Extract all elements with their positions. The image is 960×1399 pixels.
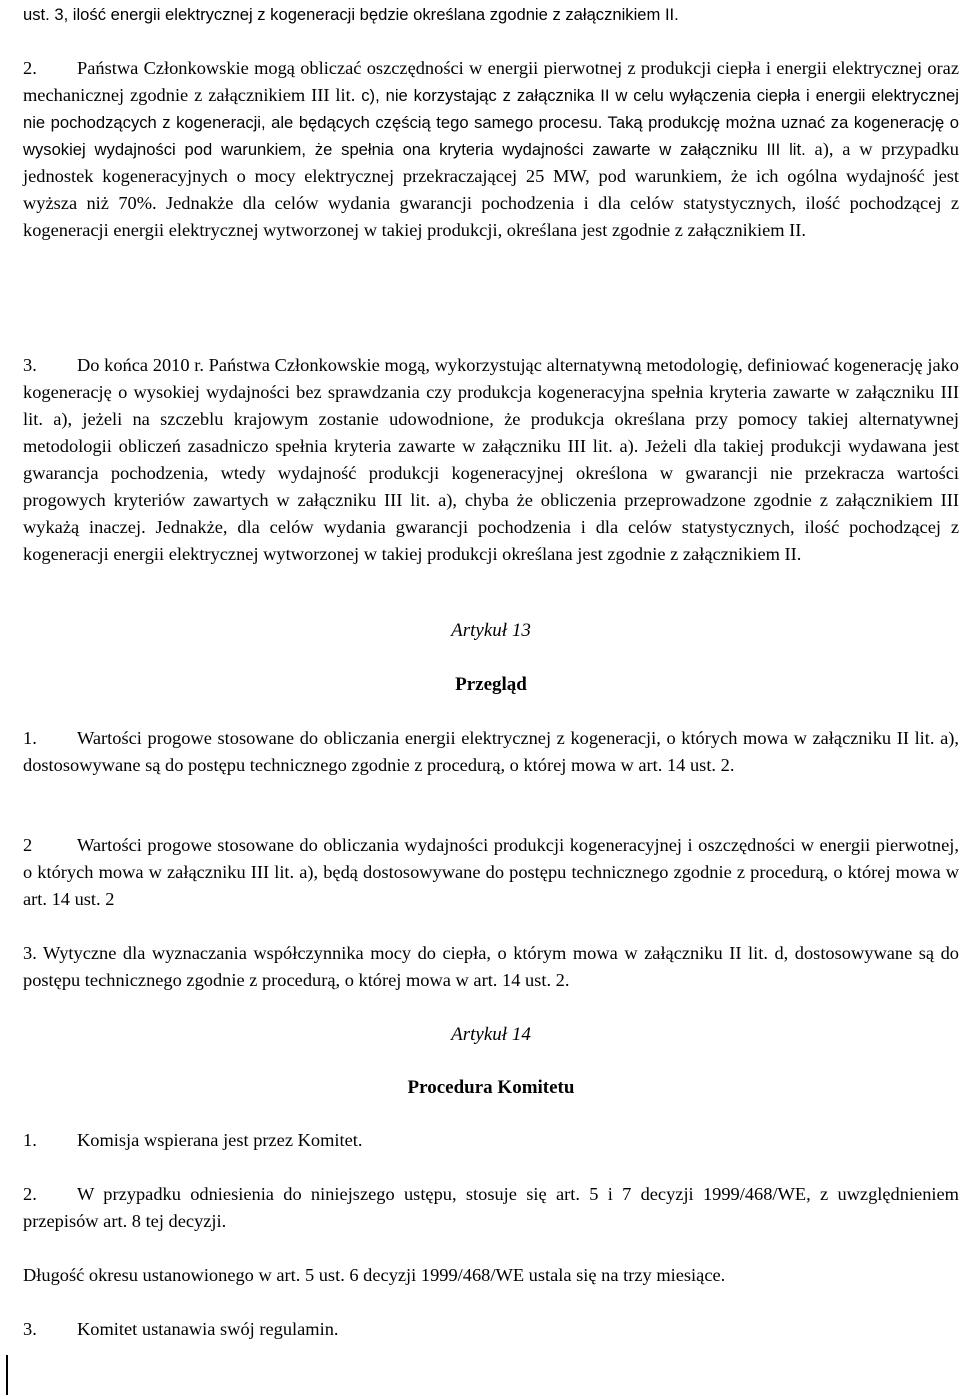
article-13-subtitle: Przegląd — [455, 674, 527, 695]
article-14-title: Artykuł 14 — [451, 1024, 531, 1045]
continuation-text: ust. 3, ilość energii elektrycznej z kogeneracji będzie określana zgodnie z załącznikiem II. — [23, 5, 679, 24]
paragraph-text: Państwa Członkowskie mogą obliczać oszczędności w energii pierwotnej z produkcji ciepła i energii elektrycznej oraz mechanicznej zgodnie z załącznikiem III lit. — [23, 58, 959, 105]
item-text: Komisja wspierana jest przez Komitet. — [77, 1130, 363, 1150]
article-14-item-1 — [23, 1127, 959, 1154]
paragraph-text-sans: c), nie korzystając z załącznika II w celu wyłączenia ciepła i energii elektrycznej nie pochodzących z kogeneracji, ale będących częścią tego samego procesu. — [23, 86, 959, 132]
article-13-title: Artykuł 13 — [451, 620, 531, 641]
paragraph-continuation — [23, 1, 959, 28]
item-text: Długość okresu ustanowionego w art. 5 ust. 6 decyzji 1999/468/WE ustala się na trzy miesiące. — [23, 1265, 726, 1285]
item-number: 1. — [23, 728, 37, 748]
article-13-item-1 — [23, 725, 959, 779]
paragraph-2 — [23, 55, 959, 244]
item-text: Komitet ustanawia swój regulamin. — [77, 1319, 339, 1339]
item-text: W przypadku odniesienia do niniejszego ustępu, stosuje się art. 5 i 7 decyzji 1999/468/WE, z uwzględnieniem przepisów art. 8 tej decyzji. — [23, 1184, 959, 1231]
paragraph-text: a), a w przypadku jednostek kogeneracyjnych o mocy elektrycznej przekraczającej 25 MW, pod warunkiem, że ich ogólna wydajność jest wyższa niż 70%. Jednakże dla celów wydania gwarancji pochodzenia i dla celów statystycznych, ilość pochodzącej z kogeneracji energii elektrycznej wytworzonej w takiej produkcji, określana jest zgodnie z załącznikiem II. — [23, 139, 959, 240]
paragraph-number: 2. — [23, 58, 37, 78]
article-14-item-3 — [23, 1262, 959, 1289]
margin-bar — [6, 1355, 8, 1395]
article-13-item-3 — [23, 940, 959, 994]
item-number: 1. — [23, 1130, 37, 1150]
paragraph-text: Do końca 2010 r. Państwa Członkowskie mogą, wykorzystując alternatywną metodologię, definiować kogenerację jako kogenerację o wysokiej wydajności bez sprawdzania czy produkcja kogeneracyjna spełnia kryteria zawarte w załączniku III lit. a), jeżeli na szczeblu krajowym zostanie udowodnione, że produkcja określana przy pomocy takiej alternatywnej metodologii obliczeń zasadniczo spełnia kryteria zawarte w załączniku III lit. a). Jeżeli dla takiej produkcji wydawana jest gwarancja pochodzenia, wtedy wydajność produkcji kogeneracyjnej określona w gwarancji nie przekracza wartości progowych kryteriów zawartych w załączniku III lit. a), chyba że obliczenia przeprowadzone zgodnie z załącznikiem III wykażą inaczej. Jednakże, dla celów wydania gwarancji pochodzenia i dla celów statystycznych, ilość pochodzącej z kogeneracji energii elektrycznej wytworzonej w takiej produkcji określana jest zgodnie z załącznikiem II. — [23, 355, 959, 564]
article-14-subtitle: Procedura Komitetu — [407, 1077, 575, 1098]
article-13-item-2 — [23, 832, 959, 913]
article-14-item-4 — [23, 1316, 959, 1343]
item-text: Wartości progowe stosowane do obliczania energii elektrycznej z kogeneracji, o których mowa w załączniku II lit. a), dostosowywane są do postępu technicznego zgodnie z procedurą, o której mowa w art. 14 ust. 2. — [23, 728, 959, 775]
item-text: 3. Wytyczne dla wyznaczania współczynnika mocy do ciepła, o którym mowa w załączniku II lit. d, dostosowywane są do postępu technicznego zgodnie z procedurą, o której mowa w art. 14 ust. 2. — [23, 943, 959, 990]
article-14-item-2 — [23, 1181, 959, 1235]
item-number: 2. — [23, 1184, 37, 1204]
paragraph-text-sans: Taką produkcję można uznać za kogenerację o wysokiej wydajności pod warunkiem, że spełnia ona kryteria wydajności zawarte w załączniku III lit. — [23, 113, 960, 159]
paragraph-number: 3. — [23, 355, 37, 375]
item-text: Wartości progowe stosowane do obliczania wydajności produkcji kogeneracyjnej i oszczędności w energii pierwotnej, o których mowa w załączniku III lit. a), będą dostosowywane do postępu technicznego zgodnie z procedurą, o której mowa w art. 14 ust. 2 — [23, 835, 959, 909]
item-number: 3. — [23, 1319, 37, 1339]
item-number: 2 — [23, 835, 33, 855]
paragraph-3 — [23, 352, 959, 568]
